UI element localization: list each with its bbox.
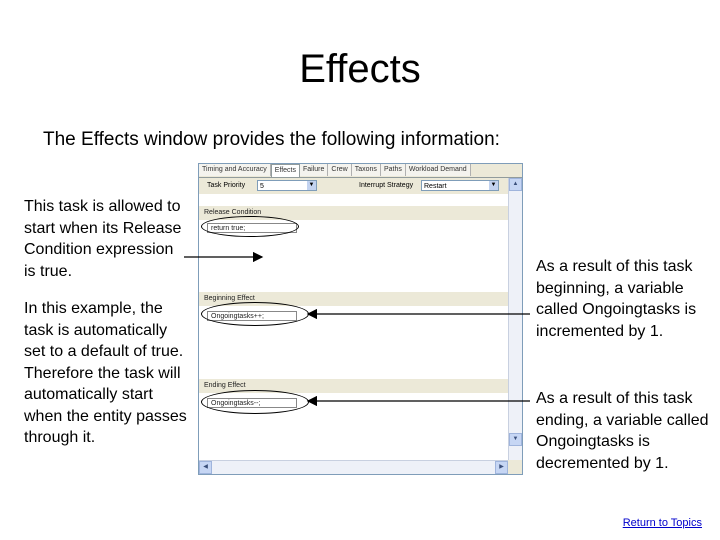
task-priority-value: 5 — [260, 183, 264, 190]
release-condition-note: This task is allowed to start when its Release Condition expression is true. — [24, 198, 182, 280]
scroll-right-icon[interactable]: ▶ — [495, 461, 508, 474]
chevron-down-icon: ▼ — [490, 182, 497, 188]
return-to-topics-link[interactable]: Return to Topics — [622, 517, 702, 529]
tab-timing-accuracy[interactable]: Timing and Accuracy — [199, 164, 271, 176]
task-priority-label: Task Priority — [207, 182, 246, 189]
scroll-down-icon[interactable]: ▼ — [509, 433, 522, 446]
ending-effect-label: Ending Effect — [204, 382, 246, 389]
ending-effect-expression[interactable]: Ongoingtasks--; — [207, 398, 297, 408]
interrupt-strategy-value: Restart — [424, 183, 447, 190]
intro-text: The Effects window provides the following information: — [43, 129, 500, 150]
chevron-down-icon: ▼ — [308, 182, 315, 188]
tab-taxons[interactable]: Taxons — [352, 164, 381, 176]
beginning-effect-label: Beginning Effect — [204, 295, 255, 302]
tab-paths[interactable]: Paths — [381, 164, 406, 176]
tab-failure[interactable]: Failure — [300, 164, 328, 176]
tab-workload-demand[interactable]: Workload Demand — [406, 164, 471, 176]
beginning-effect-expression[interactable]: Ongoingtasks++; — [207, 311, 297, 321]
tab-effects[interactable]: Effects — [271, 164, 300, 177]
default-true-note: In this example, the task is automatically set to a default of true. Therefore the task will automatically start when the entity passes through it. — [24, 300, 187, 446]
ending-effect-note: As a result of this task ending, a variable called Ongoingtasks is decremented by 1. — [536, 390, 709, 472]
interrupt-strategy-label: Interrupt Strategy — [359, 182, 414, 189]
release-condition-label: Release Condition — [204, 209, 262, 216]
beginning-effect-note: As a result of this task beginning, a variable called Ongoingtasks is incremented by 1. — [536, 258, 697, 340]
tab-crew[interactable]: Crew — [328, 164, 351, 176]
release-condition-expression[interactable]: return true; — [207, 223, 297, 233]
scroll-up-icon[interactable]: ▲ — [509, 178, 522, 191]
slide-title: Effects — [299, 47, 421, 91]
scroll-left-icon[interactable]: ◀ — [199, 461, 212, 474]
